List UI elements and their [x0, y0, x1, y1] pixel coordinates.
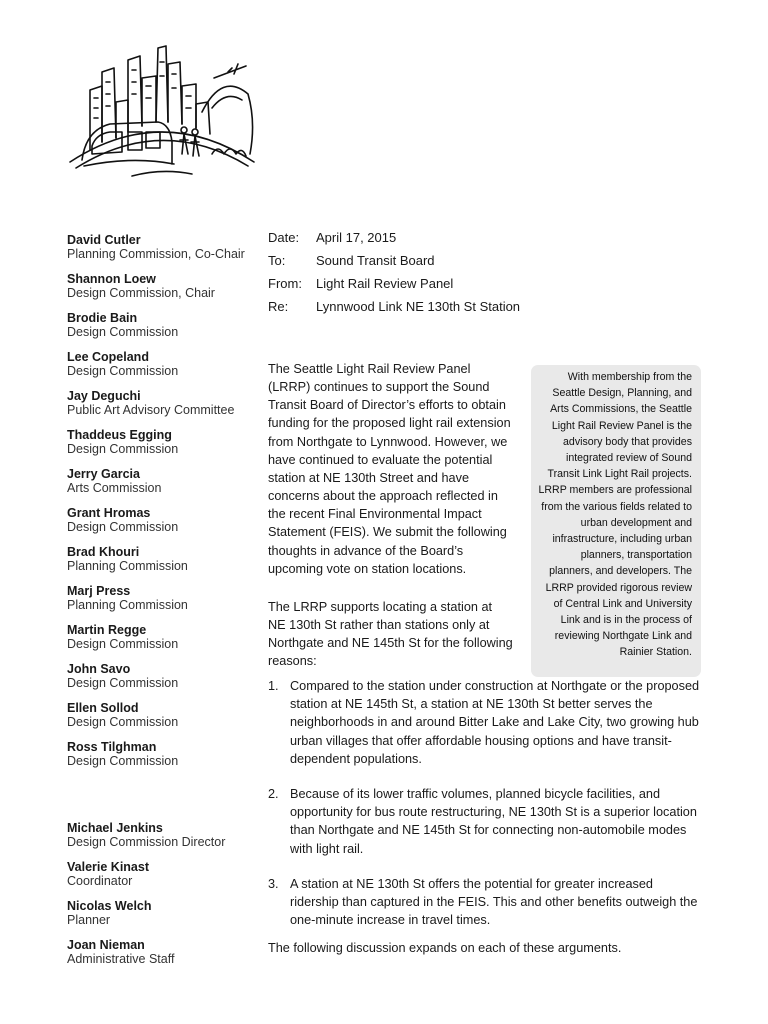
- reason-number: 2.: [268, 787, 279, 802]
- staff-role: Administrative Staff: [67, 952, 175, 966]
- member-role: Planning Commission: [67, 598, 188, 612]
- member-name: Grant Hromas: [67, 506, 151, 520]
- memo-date-label: Date:: [268, 230, 300, 245]
- member-role: Design Commission, Chair: [67, 286, 215, 300]
- member-role: Design Commission: [67, 754, 179, 768]
- staff-name: Valerie Kinast: [67, 860, 149, 874]
- member-entry: [67, 272, 257, 311]
- staff-name: Joan Nieman: [67, 938, 145, 952]
- member-entry: [67, 467, 257, 506]
- reason-item: [268, 785, 700, 858]
- staff-role: Planner: [67, 913, 111, 927]
- memo-date-row: [268, 230, 520, 253]
- member-name: Brad Khouri: [67, 545, 140, 559]
- staff-role: Design Commission Director: [67, 835, 226, 849]
- member-entry: [67, 623, 257, 662]
- member-name: John Savo: [67, 662, 131, 676]
- member-name: Brodie Bain: [67, 311, 138, 325]
- member-role: Design Commission: [67, 715, 179, 729]
- reason-number: 1.: [268, 679, 279, 693]
- memo-to-row: [268, 253, 520, 276]
- member-entry: [67, 506, 257, 545]
- staff-name: Nicolas Welch: [67, 899, 152, 913]
- member-name: Marj Press: [67, 584, 131, 598]
- member-entry: [67, 662, 257, 701]
- memo-from-row: [268, 276, 520, 299]
- member-name: Thaddeus Egging: [67, 428, 172, 442]
- reason-text: Compared to the station under construction at Northgate or the proposed station at NE 145th St, a station at NE 130th St better serves the neighborhoods in and around Bitter Lake and Lake City, two growing hub urban villages that offer affordable housing options and have transit-dependent populations.: [290, 679, 700, 766]
- staff-role: Coordinator: [67, 874, 133, 888]
- memo-re-label: Re:: [268, 299, 289, 314]
- member-role: Design Commission: [67, 442, 179, 456]
- member-entry: [67, 350, 257, 389]
- staff-entry: [67, 821, 257, 860]
- member-name: David Cutler: [67, 233, 141, 247]
- member-role: Design Commission: [67, 364, 179, 378]
- member-entry: [67, 428, 257, 467]
- member-entry: [67, 311, 257, 350]
- reason-item: [268, 677, 700, 768]
- staff-name: Michael Jenkins: [67, 821, 163, 835]
- memo-to: Sound Transit Board: [316, 253, 435, 268]
- memo-from: Light Rail Review Panel: [316, 276, 454, 291]
- member-name: Shannon Loew: [67, 272, 156, 286]
- memo-body: [268, 360, 513, 691]
- staff-entry: [67, 860, 257, 899]
- member-name: Ross Tilghman: [67, 740, 157, 754]
- member-role: Design Commission: [67, 325, 179, 339]
- body-paragraph-2: The LRRP supports locating a station at NE 130th St rather than stations only at Northgate and NE 145th St for the following reasons:: [268, 599, 513, 669]
- member-role: Arts Commission: [67, 481, 162, 495]
- reason-item: [268, 875, 700, 930]
- body-paragraph-1: The Seattle Light Rail Review Panel (LRRP) continues to support the Sound Transit Board of Director’s efforts to obtain funding for the proposed light rail extension from Northgate to Lynnwood. However, we have continued to evaluate the potential station at NE 130th Street and have concerns about the approach reflected in the recent Final Environmental Impact Statement (FEIS). We submit the following thoughts in advance of the Board’s upcoming vote on station locations.: [268, 362, 511, 576]
- member-role: Public Art Advisory Committee: [67, 403, 235, 417]
- member-entry: [67, 584, 257, 623]
- member-name: Jerry Garcia: [67, 467, 140, 481]
- member-role: Planning Commission: [67, 559, 188, 573]
- closing-sentence: The following discussion expands on each of these arguments.: [268, 941, 622, 955]
- member-entry: [67, 545, 257, 584]
- memo-to-label: To:: [268, 253, 286, 268]
- reason-text: A station at NE 130th St offers the potential for greater increased ridership than captured in the FEIS. This and other benefits outweigh the one-minute increase in travel times.: [290, 876, 698, 928]
- memo-date: April 17, 2015: [316, 230, 397, 245]
- memo-from-label: From:: [268, 276, 302, 291]
- reason-number: 3.: [268, 876, 279, 891]
- member-name: Ellen Sollod: [67, 701, 139, 715]
- member-name: Lee Copeland: [67, 350, 149, 364]
- reason-text: Because of its lower traffic volumes, planned bicycle facilities, and opportunity for bus route restructuring, NE 130th St is a superior location than Northgate and NE 145th St for connecting non-automobile modes with light rail.: [290, 787, 697, 856]
- member-name: Martin Regge: [67, 623, 147, 637]
- member-role: Design Commission: [67, 520, 179, 534]
- member-role: Planning Commission, Co-Chair: [67, 247, 245, 261]
- member-entry: [67, 701, 257, 740]
- member-entry: [67, 389, 257, 428]
- memo-header: [268, 230, 520, 322]
- lrrp-logo-illustration: [62, 42, 262, 202]
- memo-subject: Lynnwood Link NE 130th St Station: [316, 299, 521, 314]
- staff-entry: [67, 899, 257, 938]
- member-name: Jay Deguchi: [67, 389, 141, 403]
- member-entry: [67, 740, 257, 779]
- memo-re-row: [268, 299, 520, 322]
- reasons-list: [268, 677, 700, 946]
- member-entry: [67, 233, 257, 272]
- staff-entry: [67, 938, 257, 977]
- panel-member-list: [67, 233, 257, 977]
- lrrp-description-callout: With membership from the Seattle Design, Planning, and Arts Commissions, the Seattle Light Rail Review Panel is the advisory body that provides integrated review of Sound Transit Link Light Rail projects. LRRP members are professional from the various fields related to urban development and infrastructure, including urban planners, transportation planners, and developers. The LRRP provided rigorous review of Central Link and University Link and is in the process of reviewing Northgate Link and Rainier Station.: [531, 365, 701, 677]
- member-role: Design Commission: [67, 637, 179, 651]
- member-role: Design Commission: [67, 676, 179, 690]
